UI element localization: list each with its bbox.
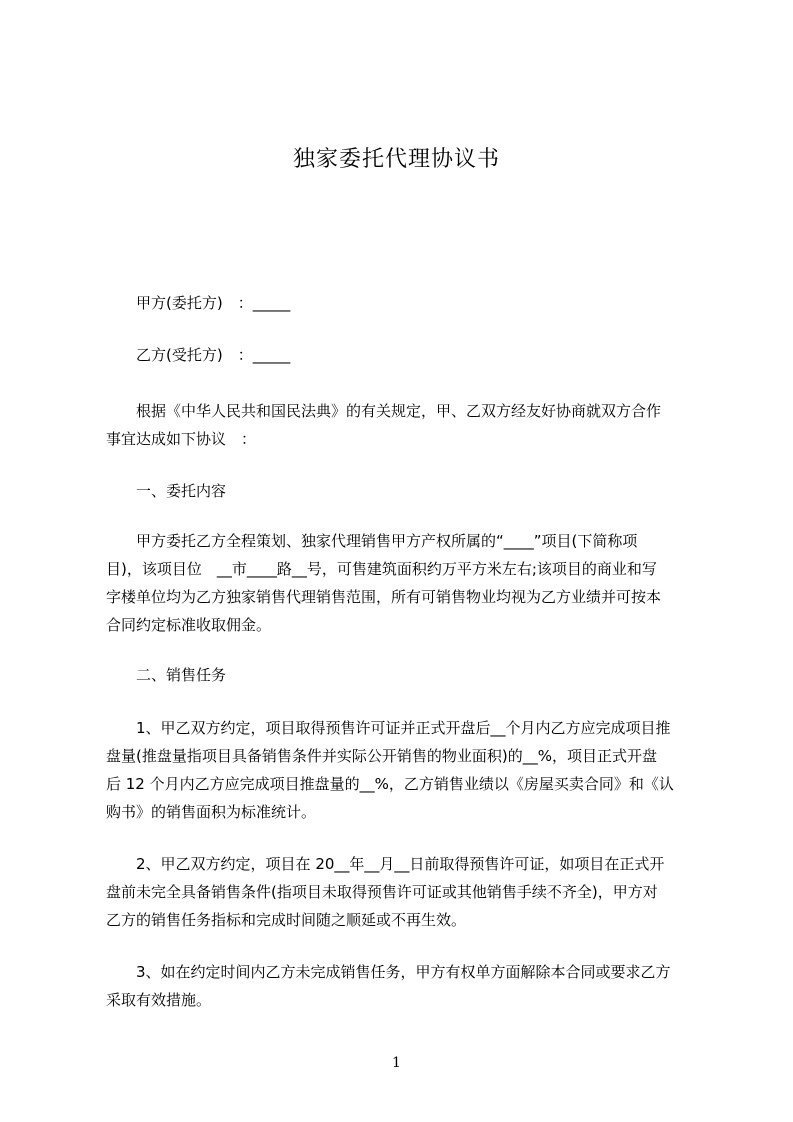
clause-line: 2、甲乙双方约定，项目在 20__年__月__日前取得预售许可证，如项目在正式开	[106, 855, 665, 873]
paragraph-line: 甲方委托乙方全程策划、独家代理销售甲方产权所属的“____”项目(下简称项	[106, 532, 638, 550]
clause-line: 乙方的销售任务指标和完成时间随之顺延或不再生效。	[106, 911, 467, 929]
clause-line: 盘量(推盘量指项目具备销售条件并实际公开销售的物业面积)的__%，项目正式开盘	[106, 747, 657, 765]
preamble-line: 根据《中华人民共和国民法典》的有关规定，甲、乙双方经友好协商就双方合作	[106, 402, 662, 420]
clause-line: 采取有效措施。	[106, 991, 212, 1009]
clause-line: 盘前未完全具备销售条件(指项目未取得预售许可证或其他销售手续不齐全)，甲方对	[106, 883, 658, 901]
paragraph-line: 字楼单位均为乙方独家销售代理销售范围，所有可销售物业均视为乙方业绩并可按本	[106, 588, 662, 606]
section-heading: 一、委托内容	[136, 482, 227, 500]
clause-line: 后 12 个月内乙方应完成项目推盘量的__%，乙方销售业绩以《房屋买卖合同》和《认	[106, 775, 674, 793]
document-title: 独家委托代理协议书	[292, 147, 500, 172]
paragraph-line: 目)，该项目位 __市____路__号，可售建筑面积约万平方米左右;该项目的商业和写	[106, 560, 657, 578]
party-a-line: 甲方(委托方) ：_____	[136, 294, 291, 312]
page-number: 1	[392, 1055, 401, 1071]
section-heading: 二、销售任务	[136, 666, 227, 684]
party-b-line: 乙方(受托方) ：_____	[136, 346, 291, 364]
clause-line: 3、如在约定时间内乙方未完成销售任务，甲方有权单方面解除本合同或要求乙方	[106, 963, 671, 981]
paragraph-line: 合同约定标准收取佣金。	[106, 616, 272, 634]
clause-line: 购书》的销售面积为标准统计。	[106, 803, 317, 821]
preamble-line: 事宜达成如下协议 ：	[106, 430, 257, 448]
clause-line: 1、甲乙双方约定，项目取得预售许可证并正式开盘后__个月内乙方应完成项目推	[106, 719, 671, 737]
